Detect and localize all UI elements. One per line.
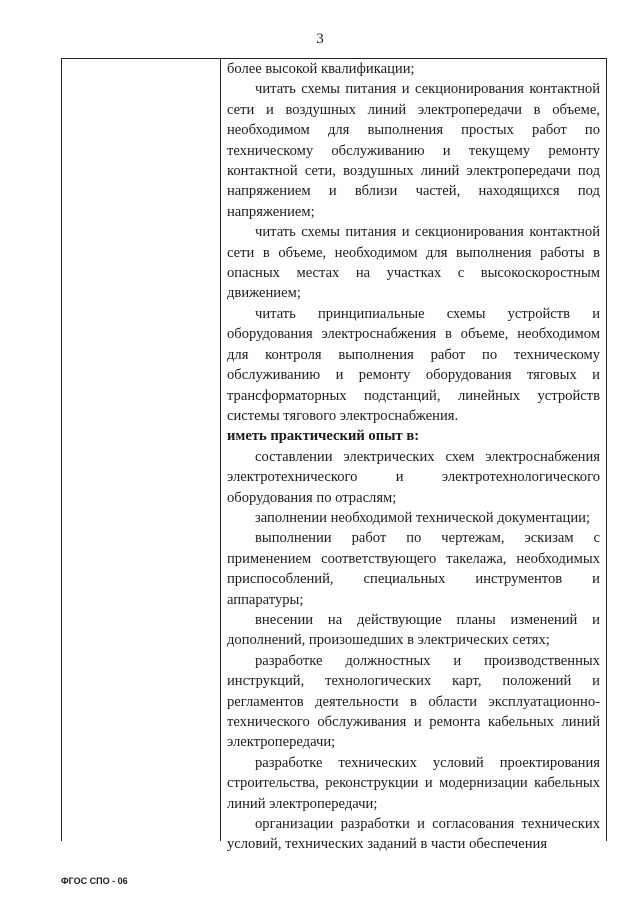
paragraph: разработке должностных и производственных инструкций, технологических карт, положений и регламентов деятельности в области эксплуатационно-технического обслуживания и ремонта кабельных линий электропередачи; [227,652,600,751]
column-divider [220,59,221,841]
page-number: 3 [316,31,324,47]
section-heading: иметь практический опыт в: [227,428,420,445]
paragraph: более высокой квалификации; [227,61,415,77]
paragraph: выполнении работ по чертежам, эскизам с применением соответствующего такелажа, необходимых приспособлений, специальных инструментов и аппаратуры; [227,530,600,608]
footer-code: ФГОС СПО - 06 [61,876,128,886]
table-text-cell [227,59,600,855]
paragraph: читать схемы питания и секционирования контактной сети в объеме, необходимом для выполнения работы в опасных местах на участках с высокоскоростным движением; [227,224,600,302]
paragraph: организации разработки и согласования технических условий, технических заданий в части обеспечения [227,816,600,853]
paragraph: внесении на действующие планы изменений и дополнений, произошедших в электрических сетях; [227,611,600,649]
paragraph: заполнении необходимой технической документации; [255,509,590,526]
paragraph: читать схемы питания и секционирования контактной сети и воздушных линий электропередачи в объеме, необходимом для выполнения простых работ по техническому обслуживанию и текущему ремонту контактной сети, воздушных линий электропередачи под напряжением и вблизи частей, находящихся под напряжением; [227,81,600,220]
paragraph: составлении электрических схем электроснабжения электротехнического и электротехнологического оборудования по отраслям; [227,448,600,506]
content-table [61,58,607,853]
paragraph: читать принципиальные схемы устройств и оборудования электроснабжения в объеме, необходимом для контроля выполнения работ по техническому обслуживанию и ремонту оборудования тяговых и трансформаторных подстанций, линейных устройств системы тягового электроснабжения. [227,305,600,424]
paragraph: разработке технических условий проектирования строительства, реконструкции и модернизации кабельных линий электропередачи; [227,754,600,812]
